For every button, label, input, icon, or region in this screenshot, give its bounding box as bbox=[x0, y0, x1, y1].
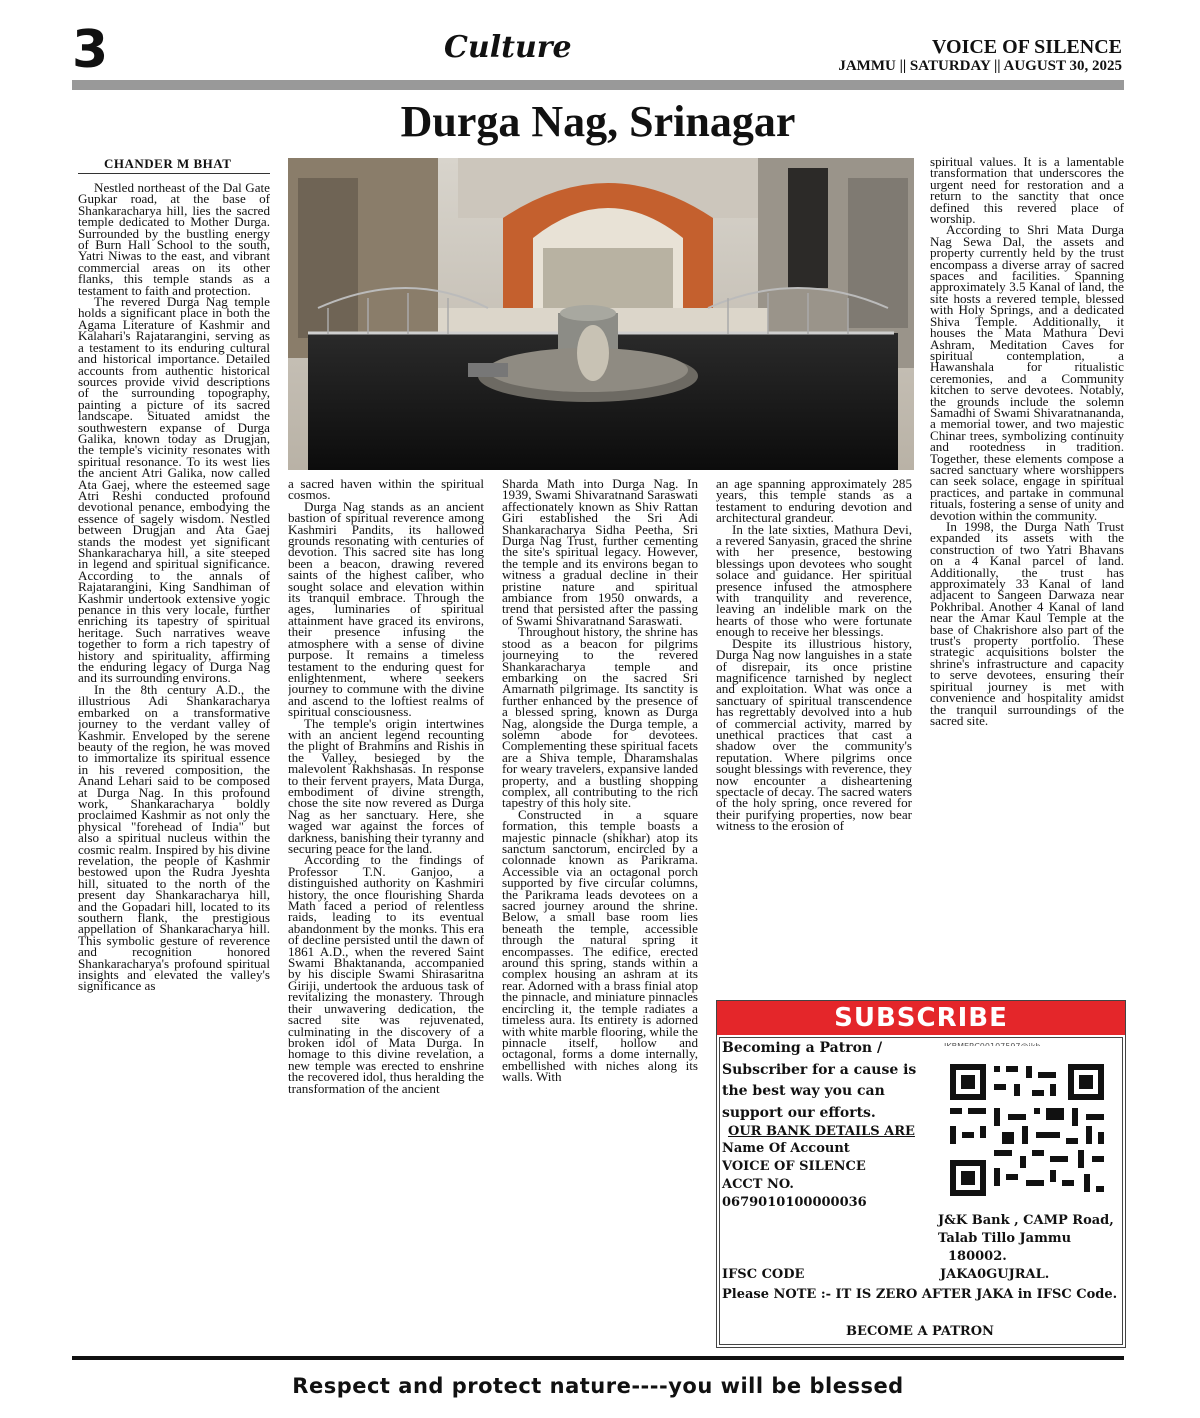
article-column-4 bbox=[716, 478, 912, 996]
dateline: JAMMU || SATURDAY || AUGUST 30, 2025 bbox=[838, 58, 1122, 74]
paragraph: spiritual values. It is a lamentable transformation that underscores the urgent need for restoration and a return to the sanctity that once defined this revered place of worship. bbox=[930, 156, 1124, 227]
paragraph: a sacred haven within the spiritual cosmos. bbox=[288, 478, 484, 503]
byline: CHANDER M BHAT bbox=[104, 156, 232, 171]
bank-details-panel bbox=[719, 1037, 1123, 1345]
paragraph: an age spanning approximately 285 years, this temple stands as a testament to enduring devotion and architectural grandeur. bbox=[716, 478, 912, 526]
paragraph: Nestled northeast of the Dal Gate Gupkar road, at the base of Shankaracharya hill, lies the sacred temple dedicated to Mother Durga. Surrounded by the bustling energy of Burn Hall School to the south, Yatri Niwas to the east, and vibrant commercial areas on its other flanks, this temple stands as a testament to faith and protection. bbox=[78, 182, 270, 298]
article-column-1 bbox=[78, 182, 270, 1348]
headline: Durga Nag, Srinagar bbox=[400, 97, 796, 146]
subscribe-ad bbox=[716, 1000, 1126, 1348]
ifsc-value: JAKA0GUJRAL. bbox=[940, 1267, 1050, 1282]
page-number: 3 bbox=[72, 20, 109, 80]
bank-address-line-1: J&K Bank , CAMP Road, bbox=[938, 1213, 1114, 1228]
article-column-5 bbox=[930, 156, 1124, 996]
footer-rule bbox=[72, 1356, 1124, 1360]
temple-photo bbox=[288, 158, 914, 470]
newspaper-name: VOICE OF SILENCE bbox=[931, 36, 1122, 58]
paragraph: Throughout history, the shrine has stood as a beacon for pilgrims journeying to the revered Shankaracharya temple and embarking on the sacred Sri Amarnath pilgrimage. Its sanctity is further enhanced by the presence of a blessed spring, known as Durga Nag, alongside the Durga temple, a solemn abode for devotees. Complementing these spiritual facets are a Shiva temple, Dharamshalas for weary travelers, expansive landed property, and a bustling shopping complex, all contributing to the rich tapestry of this holy site. bbox=[502, 624, 698, 811]
bank-details-heading: OUR BANK DETAILS ARE bbox=[728, 1124, 915, 1139]
ifsc-note: Please NOTE :- IT IS ZERO AFTER JAKA in IFSC Code. bbox=[722, 1287, 1118, 1302]
account-number-label: ACCT NO. bbox=[722, 1177, 794, 1192]
become-patron-cta: BECOME A PATRON bbox=[846, 1324, 994, 1339]
paragraph: Durga Nag stands as an ancient bastion of spiritual reverence among Kashmiri Pandits, its hallowed grounds resonating with centuries of devotion. This sacred site has long been a beacon, drawing revered saints of the highest caliber, who sought solace and elevation within its tranquil embrace. Through the ages, luminaries of spiritual attainment have graced its environs, their presence infusing the atmosphere with a sense of divine purpose. It remains a timeless testament to the enduring quest for enlightenment, where seekers journey to commune with the divine and ascend to the loftiest realms of spiritual consciousness. bbox=[288, 498, 484, 720]
paragraph: In the late sixties, Mathura Devi, a revered Sanyasin, graced the shrine with her presence, bestowing blessings upon devotees who sought solace and guidance. Her spiritual presence infused the atmosphere with tranquility and reverence, leaving an indelible mark on the hearts of those who were fortunate enough to receive her blessings. bbox=[716, 521, 912, 640]
paragraph: Despite its illustrious history, Durga Nag now languishes in a state of disrepair, its once pristine magnificence tarnished by neglect and exploitation. What was once a sanctuary of spiritual transcendence has regrettably devolved into a hub of commercial activity, marred by unethical practices that cast a shadow over the community's reputation. Where pilgrims once sought blessings with reverence, they now encounter a disheartening spectacle of decay. The sacred waters of the holy spring, once revered for their purifying properties, now bear witness to the erosion of bbox=[716, 635, 912, 834]
bank-address-line-3: 180002. bbox=[948, 1249, 1007, 1264]
account-name: VOICE OF SILENCE bbox=[722, 1159, 866, 1174]
footer-slogan: Respect and protect nature----you will be blessed bbox=[292, 1374, 904, 1398]
account-name-label: Name Of Account bbox=[722, 1141, 850, 1156]
paragraph: Sharda Math into Durga Nag. In 1939, Swami Shivaratnand Saraswati affectionately known as Shiv Rattan Giri established the Sri Adi Shankaracharya Sidha Peetha, Sri Durga Nag Trust, further cementing the site's spiritual legacy. However, the temple and its environs began to witness a gradual decline in their pristine nature and spiritual ambiance from 1950 onwards, a trend that persisted after the passing of Swami Shivaratnand Saraswati. bbox=[502, 478, 698, 628]
paragraph: The temple's origin intertwines with an ancient legend recounting the plight of Brahmins and Rishis in the Valley, besieged by the malevolent Rakhshasas. In response to their fervent prayers, Mata Durga, embodiment of divine strength, chose the site now revered as Durga Nag as her sanctuary. Here, she waged war against the forces of darkness, banishing their tyranny and securing peace for the land. bbox=[288, 715, 484, 856]
patron-pitch: Becoming a Patron / Subscriber for a cause is the best way you can support our efforts. bbox=[722, 1040, 917, 1121]
byline-rule bbox=[78, 173, 270, 174]
header-bar bbox=[72, 80, 1124, 90]
paragraph: Constructed in a square formation, this temple boasts a majestic pinnacle (shikhar) atop its sanctum sanctorum, encircled by a colonnade known as Parikrama. Accessible via an octagonal porch supported by five circular columns, the Parikrama leads devotees on a sacred journey around the shrine. Below, a small base room lies beneath the temple, accessible through the natural spring it encompasses. The edifice, erected around this spring, stands within a complex housing an ashram at its rear. Adorned with a brass finial atop the pinnacle, and miniature pinnacles encircling it, the temple radiates a timeless aura. Its entirety is adorned with white marble flooring, while the pinnacle itself, hollow and octagonal, forms a dome internally, embellished with niches along its walls. With bbox=[502, 806, 698, 1085]
temple-spring-image bbox=[288, 158, 914, 470]
paragraph: In the 8th century A.D., the illustrious Adi Shankaracharya embarked on a transformative journey to the verdant valley of Kashmir. Enveloped by the serene beauty of the region, he was moved to immortalize its spiritual essence in his revered composition, the Anand Lehari said to be composed at Durga Nag. In this profound work, Shankaracharya boldly proclaimed Kashmir as not only the physical "forehead of India" but also a spiritual nucleus within the cosmic realm. Inspired by his divine revelation, the people of Kashmir bestowed upon the Rudra Jyeshta hill, situated to the north of the present day Shankaracharya hill, and the Gopadari hill, located to its southern flank, the prestigious appellation of Shankaracharya hill. This symbolic gesture of reverence and recognition honored Shankaracharya's profound spiritual insights and elevated the valley's significance as bbox=[78, 681, 270, 994]
bank-address-line-2: Talab Tillo Jammu bbox=[938, 1231, 1072, 1246]
account-number: 0679010100000036 bbox=[722, 1195, 867, 1210]
paragraph: According to Shri Mata Durga Nag Sewa Dal, the assets and property currently held by the trust encompass a diverse array of sacred spaces and facilities. Spanning approximately 3.5 Kanal of land, the site hosts a revered temple, blessed with Holy Springs, and a dedicated Shiva Temple. Additionally, it houses the Mata Mathura Devi Ashram, Meditation Caves for spiritual contemplation, a Hawanshala for ritualistic ceremonies, and a Community kitchen to serve devotees. Notably, the grounds include the solemn Samadhi of Swami Shivaratnananda, a memorial tower, and two majestic Chinar trees, symbolizing continuity and rootedness in tradition. Together, these elements compose a sacred sanctuary where worshippers can seek solace, engage in spiritual practices, and partake in communal rituals, fostering a sense of unity and devotion within the community. bbox=[930, 222, 1124, 523]
subscribe-banner: SUBSCRIBE bbox=[717, 1001, 1125, 1035]
section-title: Culture bbox=[444, 30, 572, 65]
qr-code-icon bbox=[938, 1046, 1122, 1206]
paragraph: The revered Durga Nag temple holds a significant place in both the Agama Literature of Kashmir and Kalahari's Rajatarangini, serving as a testament to its enduring cultural and historical importance. Detailed accounts from authentic historical sources provide vivid descriptions of the surrounding topography, painting a picture of its sacred landscape. Situated amidst the southwestern expanse of Durga Galika, known today as Drugjan, the temple's vicinity resonates with spiritual resonance. To its west lies the ancient Atri Galika, now called Ata Gaej, where the esteemed sage Atri Reshi conducted profound devotional penance, embodying the essence of sagely wisdom. Nestled between Drugjan and Ata Gaej stands the modest yet significant Shankaracharya hill, a site steeped in legend and spiritual significance. According to the annals of Rajatarangini, King Sandhiman of Kashmir undertook extensive yogic penance in this very locale, further enriching its tapestry of spiritual heritage. Such narratives weave together to form a rich tapestry of history and spirituality, affirming the enduring legacy of Durga Nag and its surrounding environs. bbox=[78, 294, 270, 686]
article-column-2 bbox=[288, 478, 484, 1348]
paragraph: According to the findings of Professor T.N. Ganjoo, a distinguished authority on Kashmiri history, the once flourishing Sharda Math faced a period of relentless raids, leading to its eventual abandonment by the monks. This era of decline persisted until the dawn of 1861 A.D., when the revered Saint Swami Bhaktananda, accompanied by his disciple Swami Shirasaritna Giriji, undertook the arduous task of revitalizing the monastery. Through their unwavering dedication, the sacred site was rejuvenated, culminating in the discovery of a broken idol of Mata Durga. In homage to this divine revelation, a new temple was erected to enshrine the recovered idol, thus heralding the transformation of the ancient bbox=[288, 852, 484, 1096]
ifsc-label: IFSC CODE bbox=[722, 1267, 805, 1282]
article-column-3 bbox=[502, 478, 698, 1348]
paragraph: In 1998, the Durga Nath Trust expanded its assets with the construction of two Yatri Bhavans on a 4 Kanal parcel of land. Additionally, the trust has approximately 33 Kanal of land adjacent to Sangeen Darwaza near Pokhribal. Another 4 Kanal of land near the Amar Kaul Temple at the base of Chakrishore also part of the trust's property portfolio. These strategic acquisitions bolster the shrine's infrastructure and capacity to serve devotees, ensuring their spiritual journey is met with convenience and hospitality amidst the tranquil surroundings of the sacred site. bbox=[930, 519, 1124, 728]
